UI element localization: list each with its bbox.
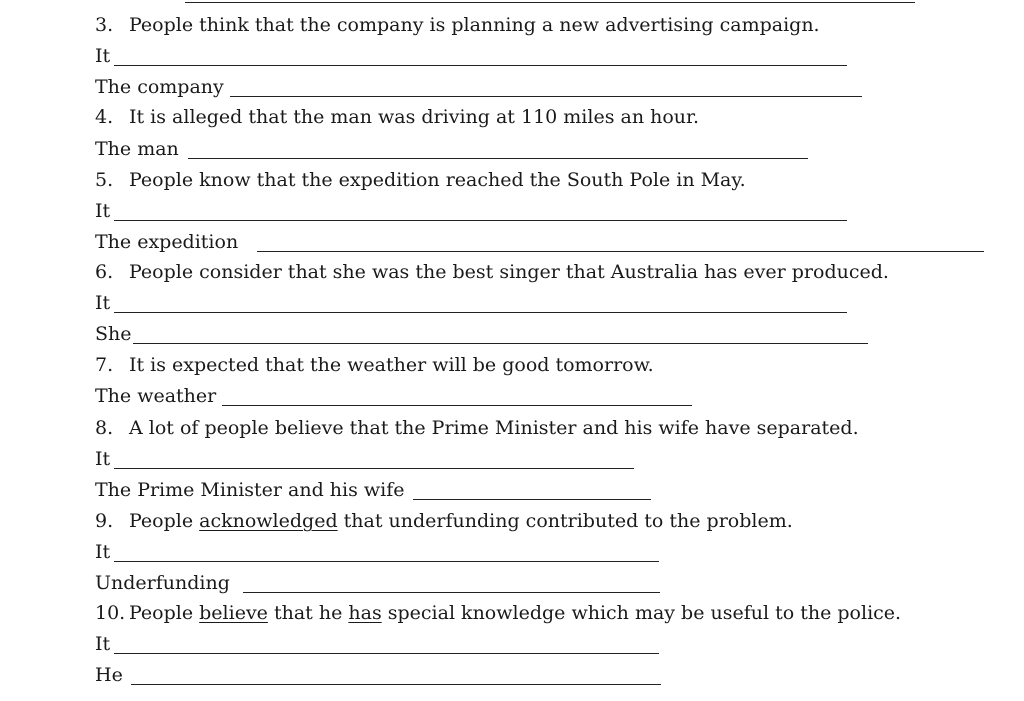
underlined-word: acknowledged <box>199 510 338 532</box>
answer-blank[interactable] <box>222 405 692 406</box>
answer-prompt: It <box>95 633 111 655</box>
question-10 <box>95 600 901 626</box>
question-text: that he <box>267 602 349 624</box>
question-text: People <box>129 602 200 624</box>
answer-blank[interactable] <box>230 96 862 97</box>
question-7 <box>95 352 654 378</box>
answer-blank[interactable] <box>243 592 660 593</box>
question-number: 3. <box>95 14 114 36</box>
answer-prompt: The Prime Minister and his wife <box>95 479 405 501</box>
question-text: It is alleged that the man was driving at 110 miles an hour. <box>129 106 700 128</box>
cut-off-next-question <box>90 692 810 701</box>
underlined-word: believe <box>199 602 268 624</box>
answer-blank[interactable] <box>131 684 661 685</box>
answer-blank[interactable] <box>257 251 984 252</box>
answer-prompt: She <box>95 323 132 345</box>
question-number: 9. <box>95 510 114 532</box>
answer-blank[interactable] <box>114 220 847 221</box>
answer-prompt: It <box>95 541 111 563</box>
question-number: 5. <box>95 169 114 191</box>
answer-prompt: It <box>95 292 111 314</box>
question-number: 6. <box>95 261 114 283</box>
answer-blank[interactable] <box>114 561 659 562</box>
answer-blank[interactable] <box>114 312 847 313</box>
question-number: 8. <box>95 417 114 439</box>
question-text: A lot of people believe that the Prime Minister and his wife have separated. <box>129 417 859 439</box>
answer-prompt: The man <box>95 138 179 160</box>
question-number: 4. <box>95 106 114 128</box>
answer-prompt: It <box>95 200 111 222</box>
question-text: that underfunding contributed to the problem. <box>337 510 793 532</box>
underlined-word: has <box>348 602 382 624</box>
question-text: special knowledge which may be useful to the police. <box>381 602 902 624</box>
answer-blank[interactable] <box>413 499 651 500</box>
answer-prompt: It <box>95 448 111 470</box>
answer-blank[interactable] <box>133 343 868 344</box>
answer-prompt: The company <box>95 76 224 98</box>
question-9 <box>95 508 793 534</box>
question-text: It is expected that the weather will be good tomorrow. <box>129 354 654 376</box>
question-5 <box>95 167 746 193</box>
previous-answer-line <box>185 2 915 3</box>
answer-prompt: It <box>95 45 111 67</box>
answer-blank[interactable] <box>114 65 847 66</box>
question-text: People consider that she was the best singer that Australia has ever produced. <box>129 261 889 283</box>
answer-blank[interactable] <box>188 158 808 159</box>
answer-prompt: The weather <box>95 385 217 407</box>
answer-blank[interactable] <box>114 468 634 469</box>
answer-prompt: He <box>95 664 123 686</box>
question-number: 10. <box>95 602 126 624</box>
question-6 <box>95 259 889 285</box>
question-4 <box>95 104 699 130</box>
question-text: People know that the expedition reached the South Pole in May. <box>129 169 746 191</box>
question-text: People <box>129 510 200 532</box>
question-8 <box>95 415 859 441</box>
question-text: People think that the company is planning a new advertising campaign. <box>129 14 820 36</box>
answer-prompt: Underfunding <box>95 572 230 594</box>
answer-prompt: The expedition <box>95 231 239 253</box>
question-number: 7. <box>95 354 114 376</box>
answer-blank[interactable] <box>114 653 659 654</box>
question-3 <box>95 12 820 38</box>
